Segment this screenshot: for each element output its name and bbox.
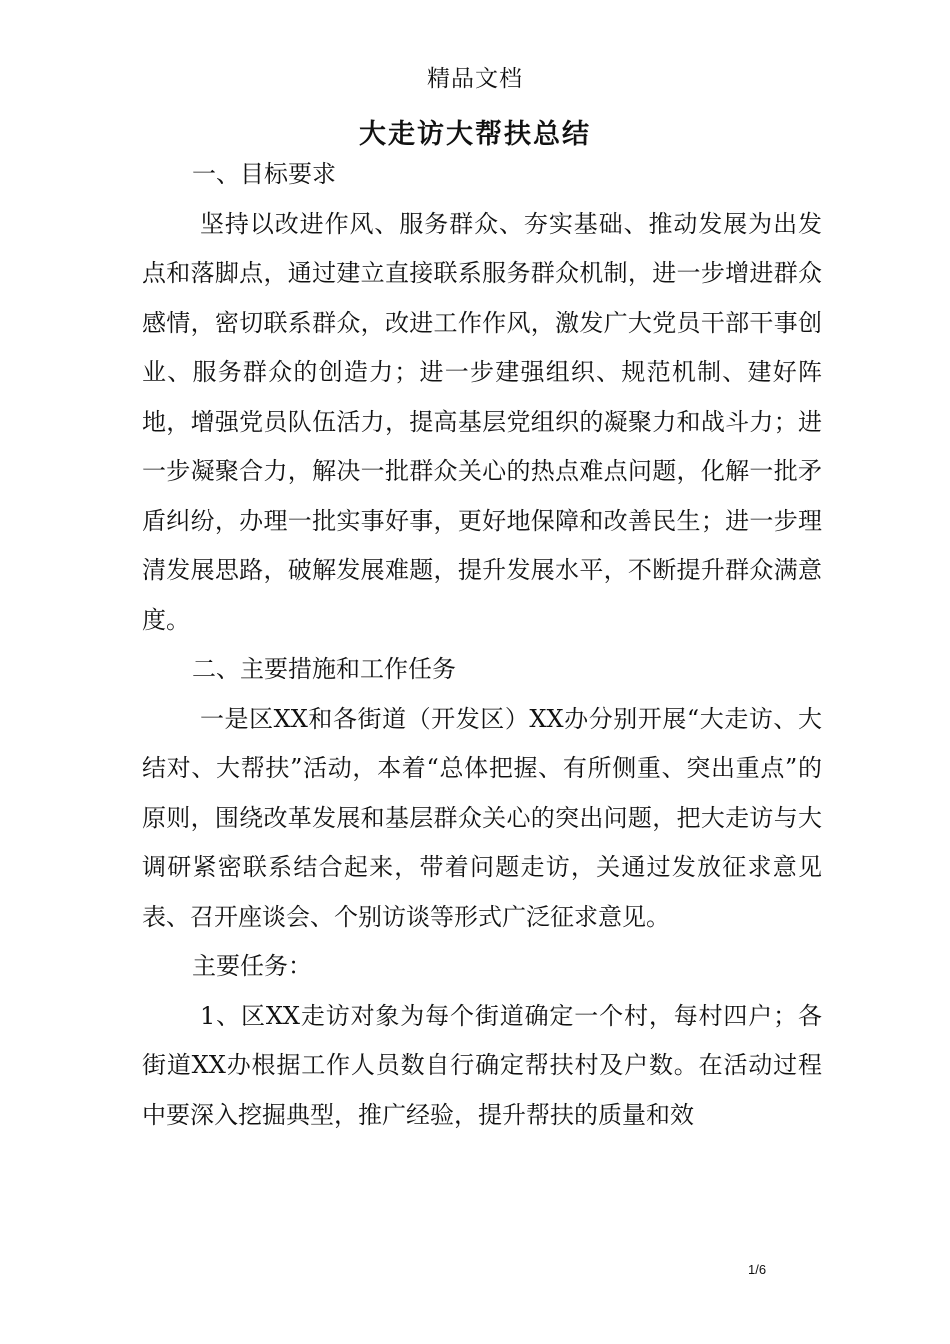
section-heading-goals: 一、目标要求	[192, 160, 336, 188]
section-heading-measures: 二、主要措施和工作任务	[192, 655, 456, 683]
page-header: 精品文档	[427, 66, 523, 92]
tasks-heading: 主要任务：	[192, 952, 312, 980]
paragraph-measures: 一是区XX和各街道（开发区）XX办分别开展“大走访、大结对、大帮扶”活动，本着“总体把握、有所侧重、突出重点”的原则，围绕改革发展和基层群众关心的突出问题，把大走访与大调研紧密联系结合起来，带着问题走访，关通过发放征求意见表、召开座谈会、个别访谈等形式广泛征求意见。	[142, 704, 822, 931]
paragraph-task-1: 1、区XX走访对象为每个街道确定一个村，每村四户；各街道XX办根据工作人员数自行确定帮扶村及户数。在活动过程中要深入挖掘典型，推广经验，提升帮扶的质量和效	[142, 1001, 822, 1129]
paragraph-goals: 坚持以改进作风、服务群众、夯实基础、推动发展为出发点和落脚点，通过建立直接联系服务群众机制，进一步增进群众感情，密切联系群众，改进工作作风，激发广大党员干部干事创业、服务群众的创造力；进一步建强组织、规范机制、建好阵地，增强党员队伍活力，提高基层党组织的凝聚力和战斗力；进一步凝聚合力，解决一批群众关心的热点难点问题，化解一批矛盾纠纷，办理一批实事好事，更好地保障和改善民生；进一步理清发展思路，破解发展难题，提升发展水平，不断提升群众满意度。	[142, 209, 822, 634]
document-title: 大走访大帮扶总结	[359, 119, 591, 150]
document-body	[142, 150, 822, 1140]
page-number: 1/6	[748, 1262, 767, 1277]
